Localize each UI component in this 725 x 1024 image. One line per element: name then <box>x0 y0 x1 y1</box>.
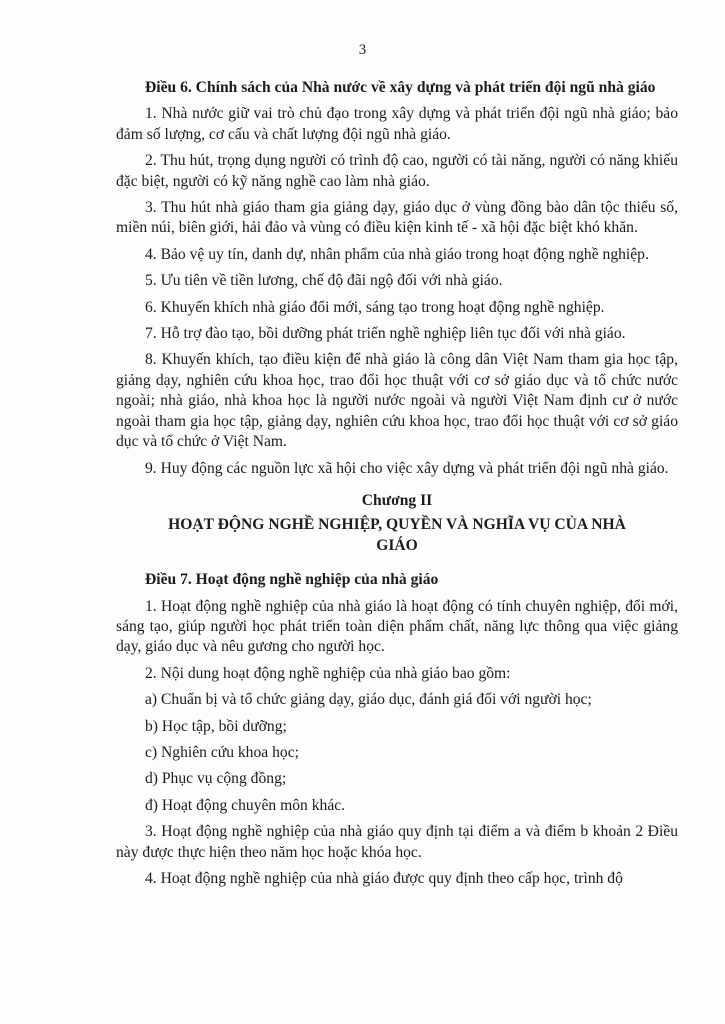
article-6-item-3: 3. Thu hút nhà giáo tham gia giảng dạy, giáo dục ở vùng đồng bào dân tộc thiểu số, miền núi, biên giới, hải đảo và vùng có điều kiện kinh tế - xã hội đặc biệt khó khăn. <box>116 199 678 237</box>
article-6-item-1: 1. Nhà nước giữ vai trò chủ đạo trong xây dựng và phát triển đội ngũ nhà giáo; bảo đảm số lượng, cơ cấu và chất lượng đội ngũ nhà giáo. <box>116 105 678 143</box>
chapter-title: Chương II <box>361 491 433 509</box>
article-7-item-3: 3. Hoạt động nghề nghiệp của nhà giáo quy định tại điểm a và điểm b khoản 2 Điều này được thực hiện theo năm học hoặc khóa học. <box>116 823 678 861</box>
article-6-item-6: 6. Khuyến khích nhà giáo đổi mới, sáng tạo trong hoạt động nghề nghiệp. <box>145 298 605 316</box>
article-7-item-2: 2. Nội dung hoạt động nghề nghiệp của nhà giáo bao gồm: <box>145 664 511 682</box>
article-7-item-1: 1. Hoạt động nghề nghiệp của nhà giáo là hoạt động có tính chuyên nghiệp, đổi mới, sáng tạo, giúp người học phát triển toàn diện phẩm chất, năng lực thông qua việc giảng dạy, giáo dục và nêu gương cho người học. <box>116 597 678 656</box>
article-7-point-dd: đ) Hoạt động chuyên môn khác. <box>145 796 346 814</box>
article-6-item-9: 9. Huy động các nguồn lực xã hội cho việc xây dựng và phát triển đội ngũ nhà giáo. <box>145 459 669 477</box>
article-6-item-5: 5. Ưu tiên về tiền lương, chế độ đãi ngộ đối với nhà giáo. <box>145 272 503 290</box>
article-7-point-a: a) Chuẩn bị và tổ chức giảng dạy, giáo dục, đánh giá đối với người học; <box>145 691 592 709</box>
article-7-point-d: d) Phục vụ cộng đồng; <box>145 770 287 788</box>
article-7-point-c: c) Nghiên cứu khoa học; <box>145 743 299 761</box>
article-6-heading: Điều 6. Chính sách của Nhà nước về xây dựng và phát triển đội ngũ nhà giáo <box>145 79 656 96</box>
article-6-item-2: 2. Thu hút, trọng dụng người có trình độ cao, người có tài năng, người có năng khiếu đặc biệt, người có kỹ năng nghề cao làm nhà giáo. <box>116 152 678 190</box>
article-6-item-7: 7. Hỗ trợ đào tạo, bồi dưỡng phát triển nghề nghiệp liên tục đối với nhà giáo. <box>145 325 626 343</box>
article-7-point-b: b) Học tập, bồi dưỡng; <box>145 717 287 735</box>
article-7-item-4: 4. Hoạt động nghề nghiệp của nhà giáo được quy định theo cấp học, trình độ <box>145 870 623 887</box>
article-6-item-4: 4. Bảo vệ uy tín, danh dự, nhân phẩm của nhà giáo trong hoạt động nghề nghiệp. <box>145 245 649 263</box>
article-7-heading: Điều 7. Hoạt động nghề nghiệp của nhà giáo <box>145 571 439 589</box>
page-number: 3 <box>358 42 367 58</box>
chapter-name: HOẠT ĐỘNG NGHỀ NGHIỆP, QUYỀN VÀ NGHĨA VỤ CỦA NHÀ GIÁO <box>168 516 626 554</box>
page-content <box>116 78 678 895</box>
article-6-item-8: 8. Khuyến khích, tạo điều kiện để nhà giáo là công dân Việt Nam tham gia học tập, giảng dạy, nghiên cứu khoa học, trao đổi học thuật với cơ sở giáo dục và tổ chức nước ngoài; nhà giáo, nhà khoa học là người nước ngoài và người Việt Nam định cư ở nước ngoài tham gia học tập, giảng dạy, nghiên cứu khoa học, trao đổi học thuật với cơ sở giáo dục và tổ chức ở Việt Nam. <box>116 351 678 451</box>
